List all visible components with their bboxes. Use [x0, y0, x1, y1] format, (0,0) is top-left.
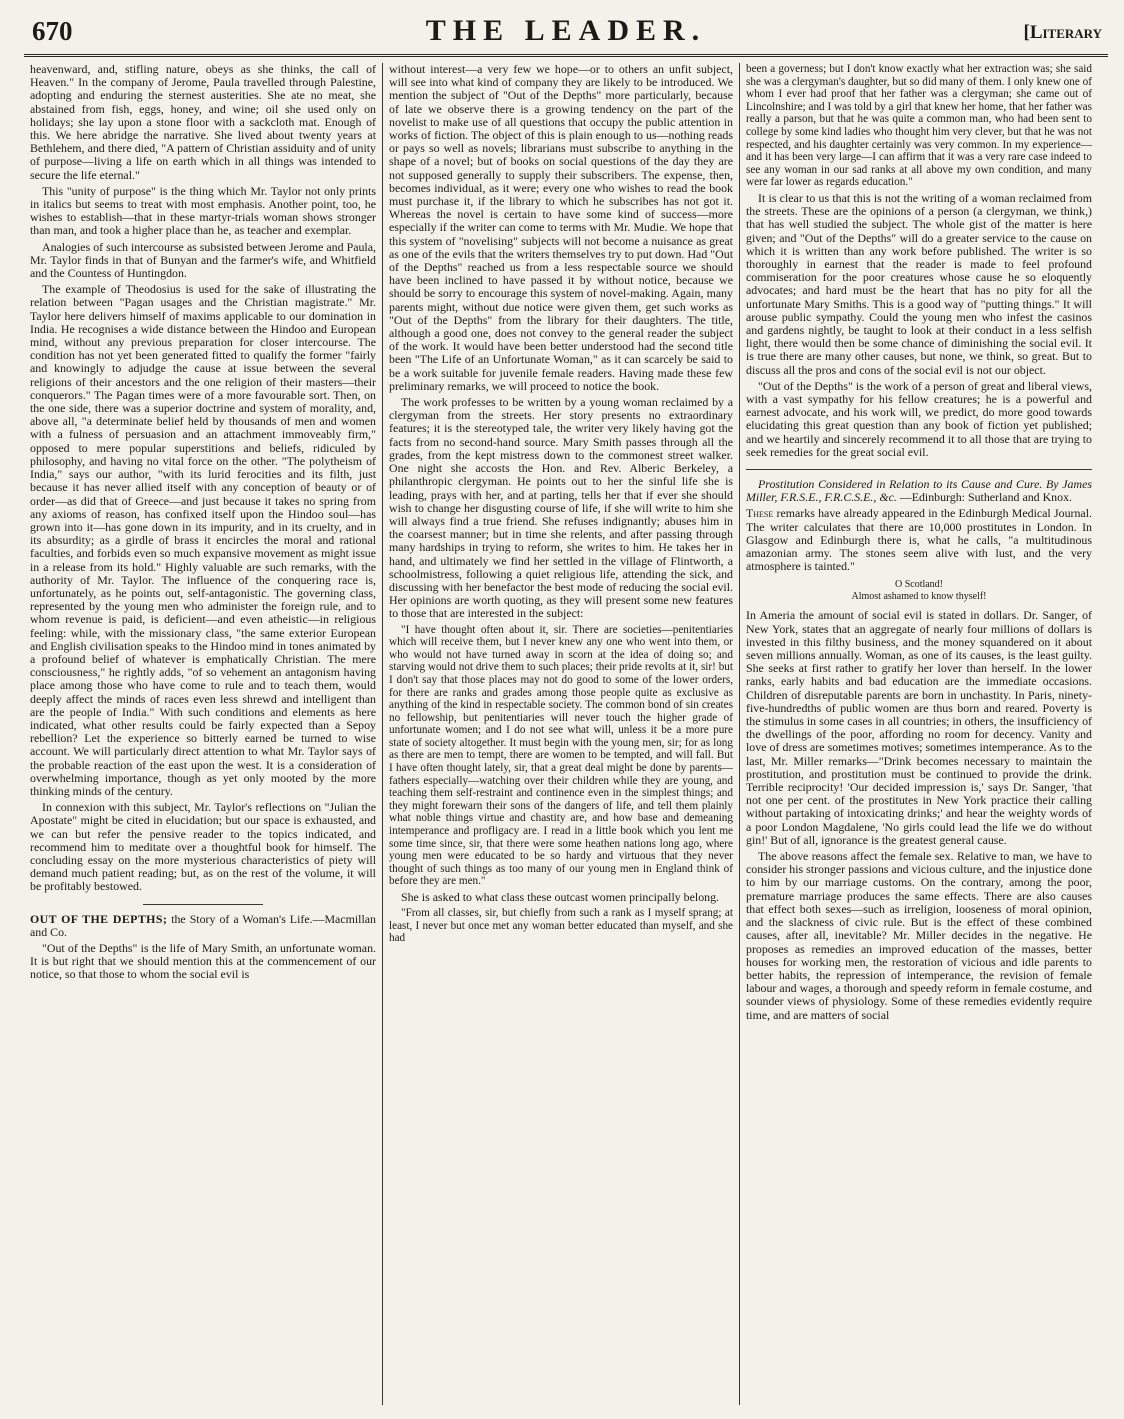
verse-quote	[746, 579, 1092, 603]
masthead	[24, 14, 1108, 57]
columns	[24, 63, 1108, 1405]
divider	[746, 469, 1092, 470]
review-heading	[746, 478, 1092, 504]
newspaper-title: THE LEADER.	[425, 14, 707, 47]
drop-word: These	[746, 506, 774, 521]
paragraph: She is asked to what class these outcast women principally belong.	[401, 890, 720, 904]
column-left	[24, 63, 382, 1405]
paragraph: The work professes to be written by a young woman reclaimed by a clergyman from the streets. Her story presents no extraordinary features; it is the stereotyped tale, the writer very likely having got the facts from no second-hand source. Mary Smith passes through all the grades, from the kept mistress down to the commonest street walker. One night she accosts the Hon. and Rev. Alberic Berkeley, a philanthropic clergyman. He points out to her the sinful life she is leading, prays with her, and at parting, tells her that if ever she should wish to change her disgusting course of life, if she will write to him she will always find a true friend. She refuses indignantly; abuses him in the coarsest manner; but in time she relents, and after passing through many hardships in trying to reform, she writes to him. He takes her in hand, and ultimately we find her settled in the village of Flintworth, a schoolmistress, following a quiet religious life, attending the sick, and discussing with her benefactor the best mode of reducing the social evil. Her opinions are worth quoting, as they will present some new features to those that are interested in the subject:	[389, 395, 733, 621]
review-publisher: —Edinburgh: Sutherland and Knox.	[899, 490, 1072, 505]
paragraph: It is clear to us that this is not the writing of a woman reclaimed from the streets. These are the opinions of a person (a clergyman, we think,) that has well studied the subject. The whole gist of the matter is here given; and "Out of the Depths" will do a greater service to the cause on which it is written than any work before published. The writer is so thoroughly in earnest that the reader is made to feel profound commiseration for the poor creatures whose cause he so eloquently advocates; and hard must be the heart that has no pity for all the unfortunate Mary Smiths. This is a good way of "putting things." It will arouse public sympathy. Could the young men who infest the casinos and gardens nightly, be taught to look at their conduct in a less selfish light, there would then be some chance of diminishing the social evil. It is true there are many other causes, but none, we think, so great. But to discuss all the pros and cons of the social evil is not our object.	[746, 190, 1092, 377]
paragraph: The above reasons affect the female sex. Relative to man, we have to consider his stronger passions and vicious culture, and the injustice done to him by our marriage customs. On the contrary, among the poor, premature marriage produces the same effects. There are also causes that effect both sexes—such as irreligion, looseness of moral opinion, and the slackness of civic rule. But is the effect of these combined causes, after all, inevitable? Mr. Miller decides in the negative. He proposes as remedies an improved education of the masses, better houses for working men, the restoration of vicious and idle parents to better habits, the repression of intemperance, the revision of female labour and wages, a thorough and speedy reform in female costume, and sounder views of physiology. Some of these remedies evidently require time, and are matters of social	[746, 849, 1092, 1022]
paragraph: "Out of the Depths" is the life of Mary Smith, an unfortunate woman. It is but right that we should mention this at the commencement of our notice, so that those to whom the social evil is	[30, 941, 376, 982]
page-number: 670	[32, 16, 73, 46]
quotation: "From all classes, sir, but chiefly from such a rank as I myself sprang; at least, I never but once met any woman better educated than myself, and she had	[389, 907, 733, 945]
paragraph: without interest—a very few we hope—or to others an unfit subject, will see into what kind of company they are likely to be introduced. We mention the subject of "Out of the Depths" more particularly, because of late we observe there is a growing tendency on the part of the novelist to make use of all questions that occupy the public attention in works of fiction. The object of this is plain enough to us—nothing reads or pays so well as novels; librarians must subscribe to anything in the shape of a novel; but of books on social questions of the day they are not supposed generally to supply their subscribers. The expense, then, becomes individual, as it were; every one who wishes to read the book must purchase it, if the library to which he subscribes has not got it. Whereas the novel is certain to have some kind of success—more especially if the writer can come to terms with Mr. Mudie. We hope that this system of "novelising" subjects will not become a nuisance as great as one of the evils that the writers themselves try to put down. Had "Out of the Depths" reached us from a less respectable source we should have been inclined to have passed it by without notice, because we should be sorry to encourage this system of novel-making. Again, many parents might, without due notice were given them, get such works as "Out of the Depths" from the library for their daughters. The title, although a good one, does not convey to the general reader the subject of the work. It would have been better understood had the second title been "The Life of an Unfortunate Woman," as it can scarcely be said to be a work suitable for juvenile female readers. Having made these few preliminary remarks, we will proceed to notice the book.	[389, 63, 733, 393]
divider	[143, 904, 263, 905]
column-right	[740, 63, 1098, 1405]
section-label: [Literary	[1023, 22, 1102, 43]
paragraph: In connexion with this subject, Mr. Taylor's reflections on "Julian the Apostate" might be cited in elucidation; but our space is exhausted, and we can but refer the pensive reader to the topics indicated, and recommend him to meditate over a thoughtful book for himself. The concluding essay on the more mysterious characteristics of piety will demand much patient reading; but, as on the rest of the volume, it will be profitably bestowed.	[30, 800, 376, 894]
column-middle	[382, 63, 740, 1405]
paragraph: "Out of the Depths" is the work of a person of great and liberal views, with a vast sympathy for his fellow creatures; he is a powerful and earnest advocate, and his work will, we predict, do more good towards elucidating this great question than any book of fiction yet published; and we heartily and sincerely recommend it to all those that are trying to seek remedies for the great social evil.	[746, 378, 1092, 459]
verse-line: Almost ashamed to know thyself!	[851, 591, 987, 603]
paragraph	[746, 507, 1092, 573]
quotation: "I have thought often about it, sir. There are societies—penitentiaries which will receive them, but I never knew any one who went into them, or who would not have turned away in scorn at the idea of doing so; and starving would not drive them to such places; their pride revolts at it, sir! but I don't say that those places may not do good to some of the lower orders, for there are ranks and grades among those people quite as exclusive as anything of the kind in respectable society. The common bond of sin creates no fellowship, but penitentiaries will never touch the higher grade of unfortunate women; and I do not see what will, unless it be a more pure state of society altogether. It must begin with the young men, sir; for as long as there are men to tempt, there are women to be tempted, and will fall. But I have often thought lately, sir, that a great deal might be done by parents—fathers especially—watching over their children while they are young, and teaching them self-restraint and continence even in the simplest things; and they might forewarn their sons of the dangers of life, and tell them plainly what noble things virtue and chastity are, and how base and demeaning intemperance and profligacy are. I read in a little book which you lent me some time since, sir, that there were some heathen nations long ago, where young men were educated to be so hardy and virtuous that they never thought of such things as too many of our young men in England think of before they are men."	[389, 623, 733, 888]
book-publisher: the Story of a Woman's Life.—Macmillan and Co.	[30, 911, 376, 939]
paragraph-text: remarks have already appeared in the Edinburgh Medical Journal. The writer calculates that there are 10,000 prostitutes in London. In Glasgow and Edinburgh there is, what he calls, "a multitudinous amazonian army. The stones seem alive with lust, and the very atmosphere is tainted."	[746, 506, 1092, 574]
paragraph: heavenward, and, stifling nature, obeys as she thinks, the call of Heaven." In the company of Jerome, Paula travelled through Palestine, adopting and enduring the sternest austerities. She ate no meat, she abstained from fish, eggs, honey, and wine; oil she used only on holidays; she lay upon a stone floor with a sackcloth mat. Enough of this. We here abridge the narrative. She lived about twenty years at Bethlehem, and there died, "A pattern of Christian assiduity and of unity of purpose—living a life on earth which in all things was intended to secure the life eternal."	[30, 63, 376, 182]
paragraph: The example of Theodosius is used for the sake of illustrating the relation between "Pagan usages and the Christian magistrate." Mr. Taylor here delivers himself of maxims applicable to our domination in India. He recognises a wide distance between the Hindoo and European mind, without any previous preparation for closer intercourse. The condition has not yet been generated fitted to qualify the former "fairly and knowingly to adjudge the cause at issue between the several religions of their ancestors and the one religion of their masters—their conquerors." The Pagan times were of a more favourable sort. Then, on the one side, there was a superior doctrine and system of morality, and, above all, "a determinate belief held by thousands of men and women with a fulness of persuasion and an attachment immoveably firm," opposed to mere popular superstitions and beliefs, ridiculed by philosophy, and having no vital force on the other. "The polytheism of India," says our author, "with its lurid ferocities and its filth, just because it has never allied itself with any conception of beauty or of order—as did that of Greece—and just because it takes no spring from any axioms of reason, has confixed itself upon the Hindoo soul—has grown into it—has gone down in its impurity, and in its cruelty, and in its absurdity; as a girdle of brass it encircles the moral and rational faculties, and forbids even so much expansive movement as might issue in a release from its hold." Highly valuable are such remarks, with the authority of Mr. Taylor. The influence of the conquering race is, unfortunately, as he points out, self-antagonistic. The governing class, represented by the young men who administer the foreign rule, and to whom revenue is paid, is deficient—and even atheistic—in religious feeling: while, with the missionary class, "the same exterior European and English civilisation speaks to the Hindoo mind in tones animated by a profound belief of whatever is emphatically Christian. The mere consciousness," he rightly adds, "of so vehement an antagonism having place among those who have come to rule and to teach them, would deeply affect the minds of races even less shrewd and intelligent than are the people of India." With such conditions and elements as here indicated, what other results could be fairly expected than a Sepoy rebellion? Let the experience so bitterly earned be turned to wise account. We will particularly direct attention to what Mr. Taylor says of the probable reaction of the east upon the west. It is a consideration of overwhelming importance, though as yet only mooted by the more thinking minds of the century.	[30, 282, 376, 798]
verse-line: O Scotland!	[894, 579, 944, 591]
review-title: Prostitution Considered in Relation to its Cause and Cure. By James Miller, F.R.S.E., F.R.C.S.E., &c.	[746, 477, 1092, 505]
book-title: OUT OF THE DEPTHS;	[30, 911, 168, 926]
book-heading	[30, 913, 376, 939]
paragraph: This "unity of purpose" is the thing which Mr. Taylor not only prints in italics but seems to treat with most emphasis. Another point, too, he wishes to establish—that in these martyr-trials woman shows stronger than man, and took a higher place than he, as teacher and exemplar.	[30, 183, 376, 238]
paragraph: Analogies of such intercourse as subsisted between Jerome and Paula, Mr. Taylor finds in that of Bunyan and the farmer's wife, and Whitfield and the Countess of Huntingdon.	[30, 239, 376, 281]
quotation-continued: been a governess; but I don't know exactly what her extraction was; she said she was a clergyman's daughter, but so did many of them. I only knew one of whom I ever had proof that her father was a clergyman; she came out of Lincolnshire; and I was told by a girl that knew her home, that her father was really a parson, but that he was quite a common man, who had been sent to college by some kind ladies who thought him very clever, but that he was not respected, and his daughter certainly was very common. In my experience—and it has been very large—I can affirm that it was a very rare case indeed to see any woman in our sad ranks at all above my own condition, and many were far lower as regards education."	[746, 63, 1092, 189]
paragraph: In Ameria the amount of social evil is stated in dollars. Dr. Sanger, of New York, states that an aggregate of nearly four millions of dollars is invested in this filthy business, and the money squandered on it about seven millions annually. Woman, as one of its causes, is the least guilty. She seeks at first rather to gratify her lover than herself. In the lower ranks, early habits and bad education are the immediate occasions. Children of disreputable parents are born in unchastity. In Paris, ninety-five-hundredths of public women are thus born and reared. Poverty is the stimulus in some cases in all countries; in others, the insufficiency of the dwellings of the poor, affording no room for decency. Vanity and love of dress are sometimes motives; sometimes intemperance. As to the last, Mr. Miller remarks—"Drink becomes necessary to maintain the prostitution, and prostitution must be continued to provide the drink. Terrible reciprocity! 'Our decided impression is,' says Dr. Sanger, 'that not one per cent. of the prostitutes in New York practice their calling without partaking of intoxicating drinks;' and hear the weighty words of a poor London Magdalene, 'No girls could lead the life we do without gin!' But of all, ignorance is the greatest general cause.	[746, 608, 1092, 847]
